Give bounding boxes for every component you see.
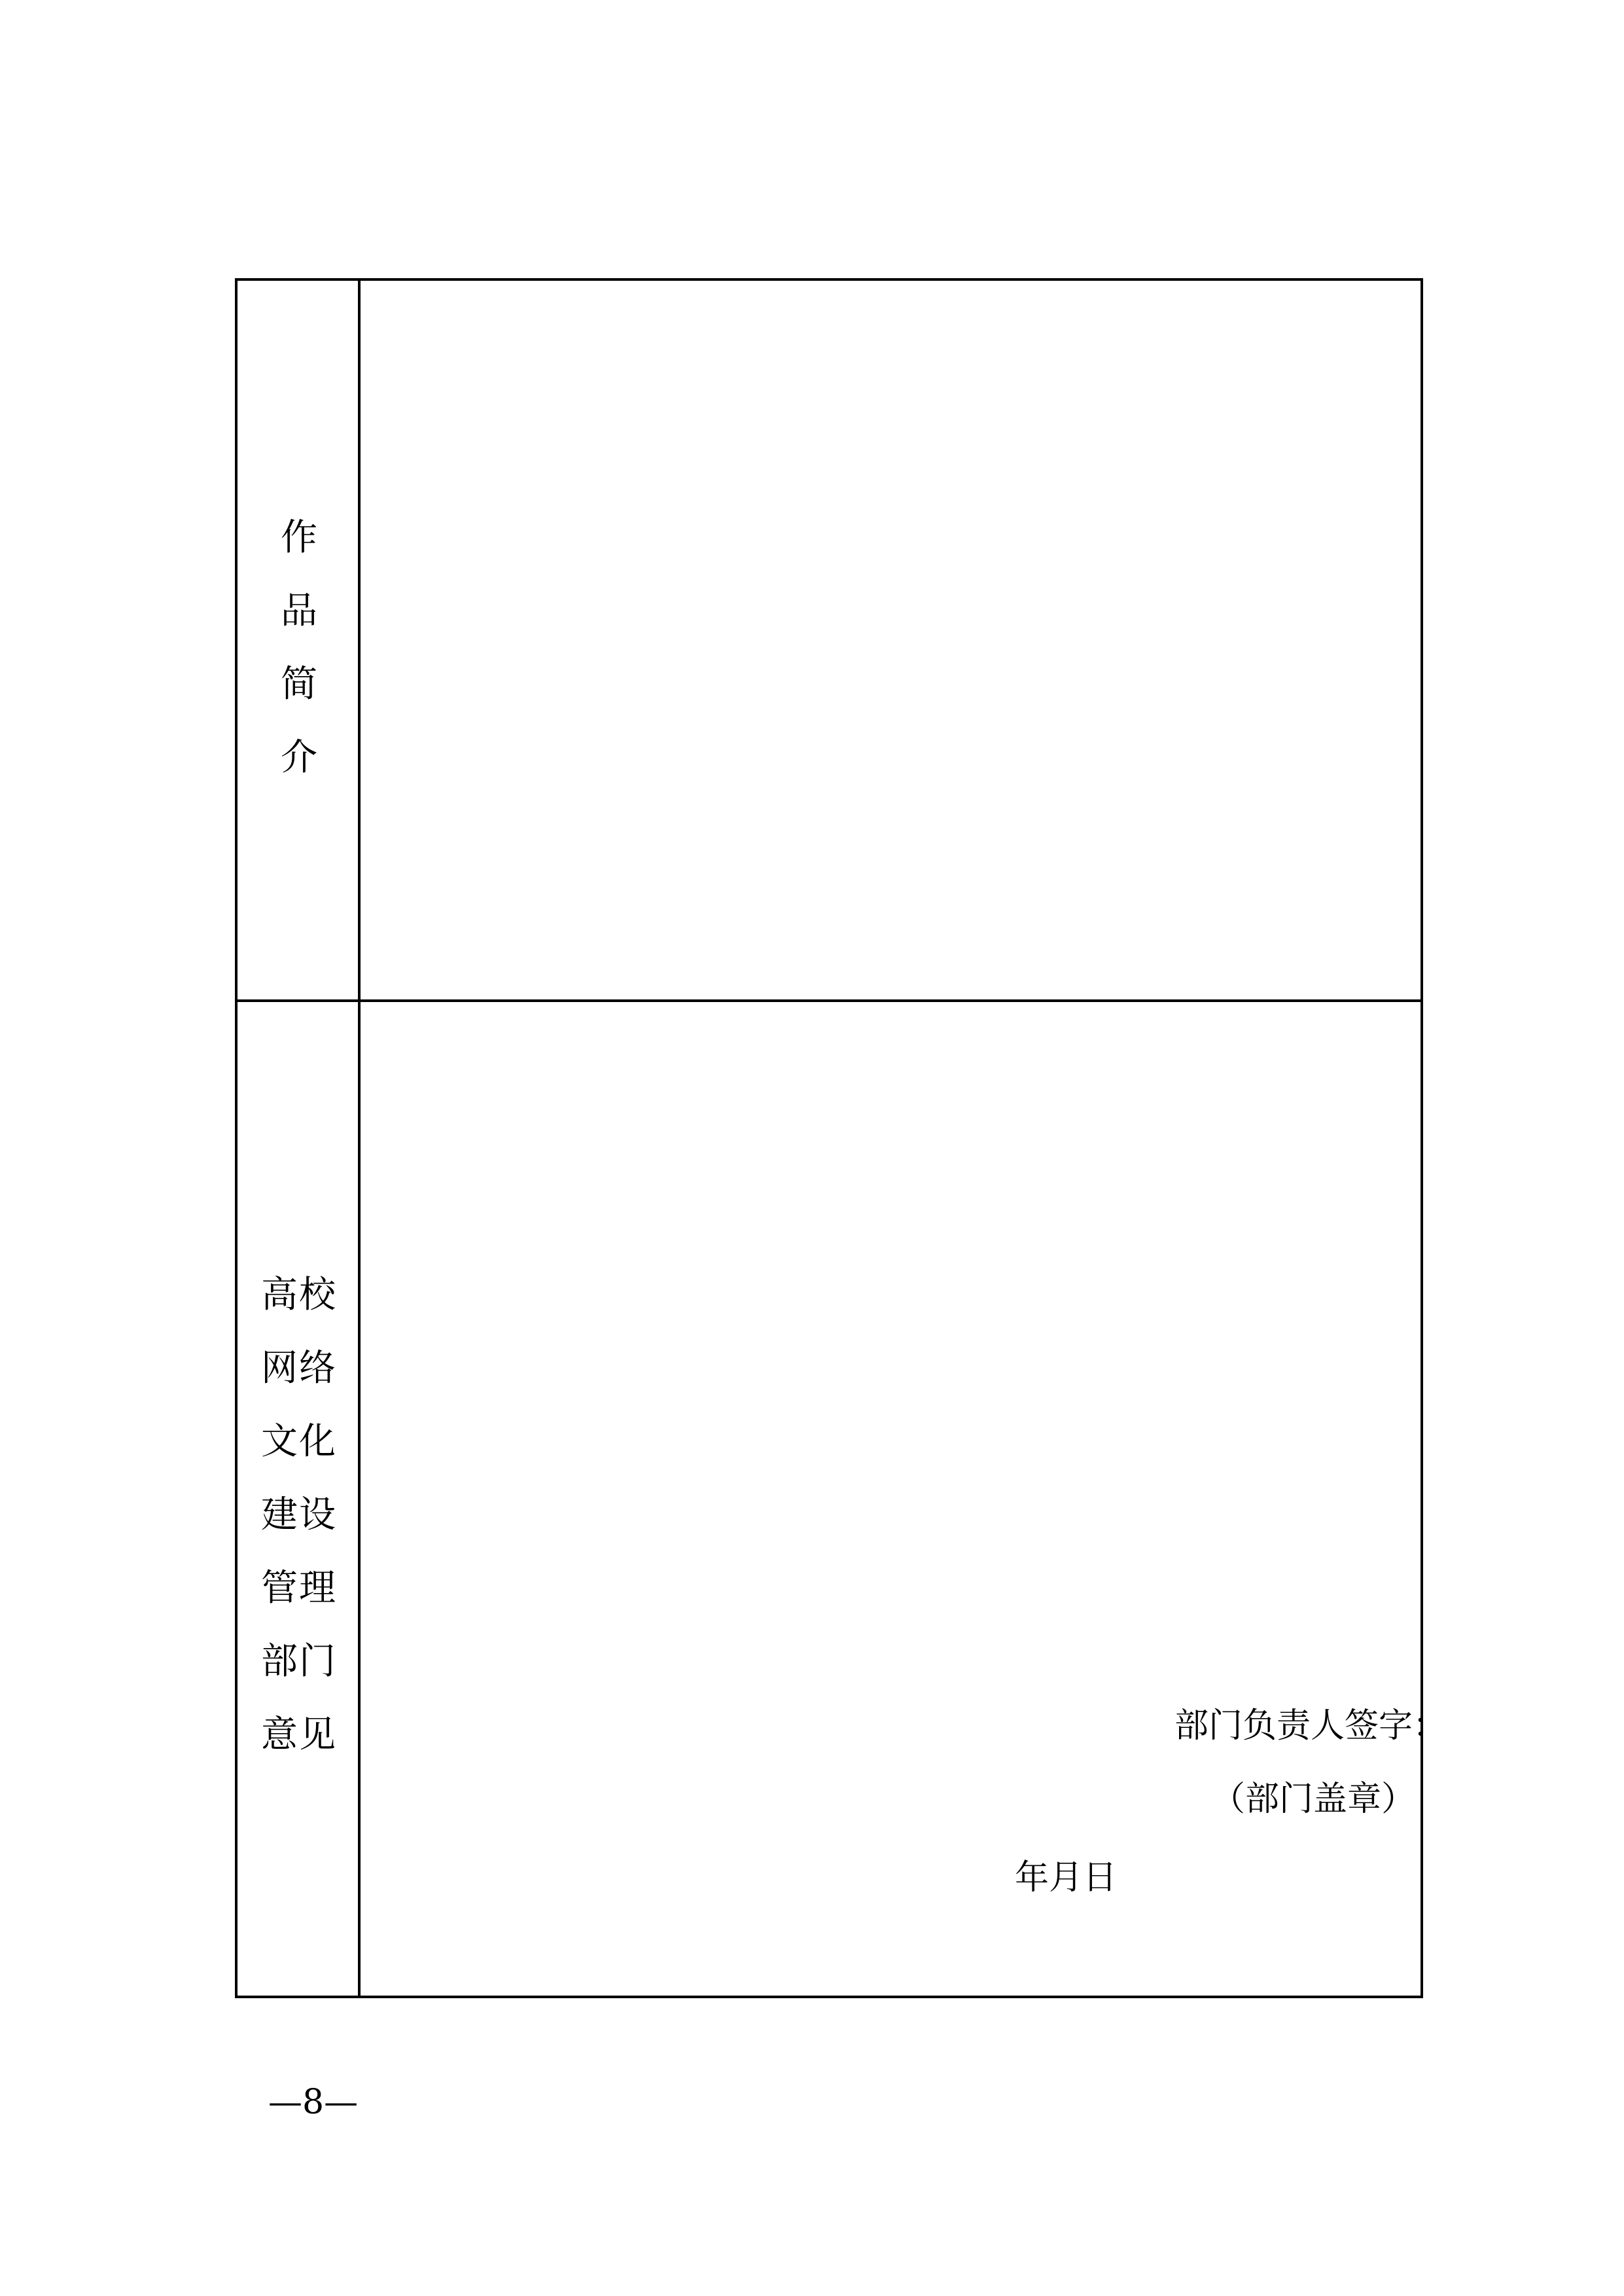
label-line: 部门 [261,1640,337,1683]
application-form-table [235,278,1447,1998]
department-opinion-row [238,1002,1447,1996]
department-opinion-label-cell [238,1002,361,1996]
label-line: 建设 [261,1494,337,1536]
label-line: 高校 [261,1274,337,1316]
label-char: 介 [281,736,317,779]
seal-label: （部门盖章） [1211,1780,1416,1819]
work-intro-content-cell[interactable] [361,281,1421,999]
department-opinion-label [238,1274,361,1790]
label-char: 作 [281,516,317,559]
label-line: 文化 [261,1420,337,1463]
label-char: 简 [281,663,317,706]
label-char: 品 [281,590,317,632]
work-intro-row [238,281,1421,1002]
work-intro-label-cell [238,281,361,999]
label-line: 网络 [261,1347,337,1390]
page-number: —8— [268,2083,359,2122]
label-line: 意见 [261,1713,337,1756]
signature-label: 部门负责人签字： [1174,1706,1447,1746]
department-opinion-content-cell[interactable] [361,1002,1447,1996]
date-label: 年月日 [1015,1858,1118,1897]
work-intro-label [238,516,361,813]
label-line: 管理 [261,1567,337,1609]
